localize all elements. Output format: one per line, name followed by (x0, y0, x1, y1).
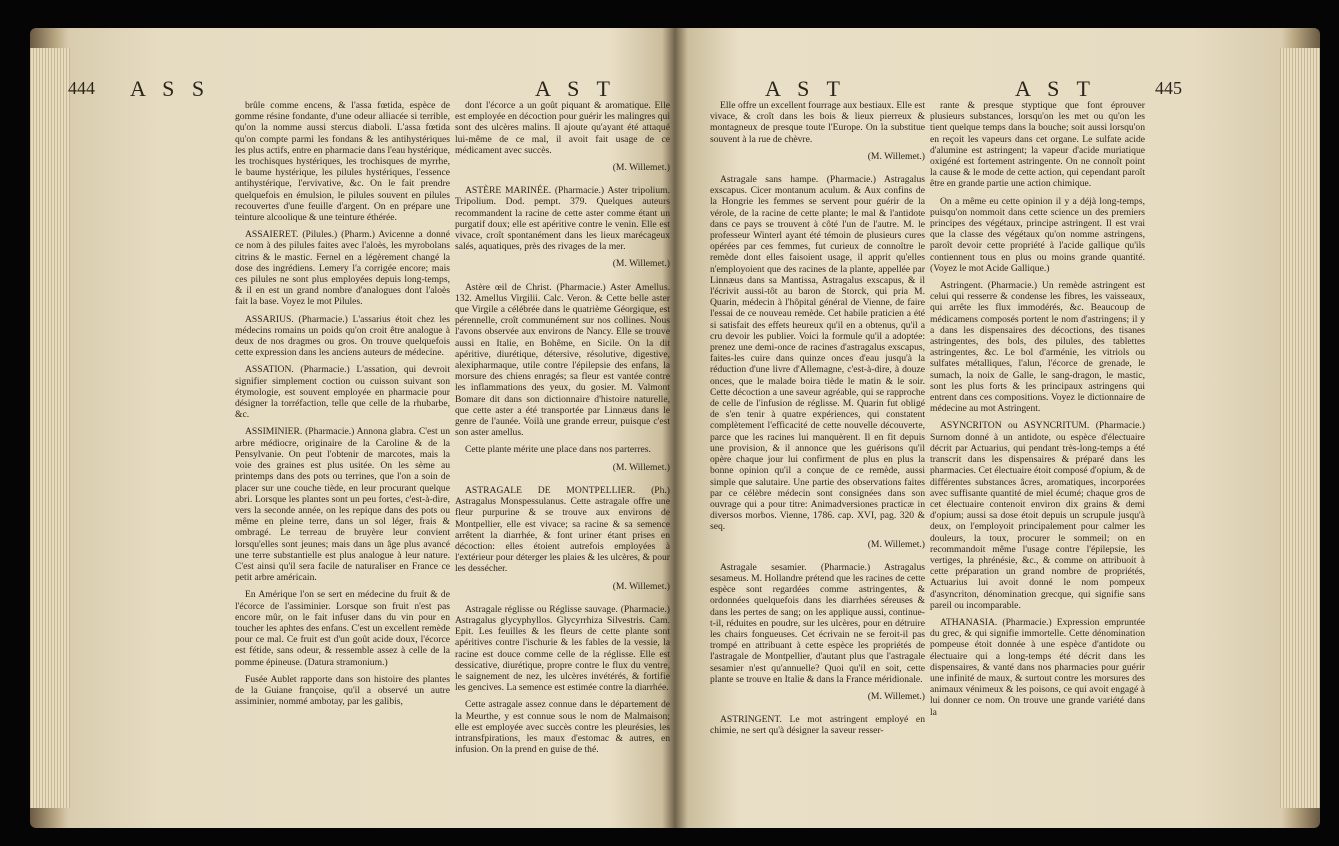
paragraph: ASSAIERET. (Pilules.) (Pharm.) Avicenne a donné ce nom à des pilules faites avec l'aloès, les myrobolans citrins & le mastic. Fernel en a légèrement changé la dose des ingrédiens. Lemery l'a corrigée encore; mais ces pilules ne sont plus employées depuis long-temps, & il en est un grand nombre d'analogues dont l'aloès fait la base. Voyez le mot Pilules. (235, 229, 450, 308)
author-signature: (M. Willemet.) (612, 162, 670, 174)
open-book (30, 28, 1320, 828)
page-number: 444 (68, 78, 95, 98)
paragraph: Astringent. (Pharmacie.) Un remède astringent est celui qui resserre & condense les fibres, les vaisseaux, qui arrête les flux immodérés, &c. Beaucoup de médicamens composés portent le nom d'astringens; il y a dans les dispensaires des décoctions, des tisanes astringentes, des bols, des pilules, des tablettes astringentes, &c. Le bol d'arménie, les vitriols ou sulfates métalliques, l'alun, l'écorce de grenade, le sumach, la noix de Galle, le sang-dragon, le mastic, sont les plus forts & les principaux astringens qui entrent dans ces compositions. Voyez le dictionnaire de médecine au mot Astringent. (930, 280, 1145, 415)
running-head: A S T (1015, 76, 1096, 101)
right-page (675, 28, 1320, 828)
author-signature: (M. Willemet.) (612, 461, 670, 473)
paragraph: On a même eu cette opinion il y a déjà long-temps, puisqu'on nommoit dans cette science un des premiers principes des végétaux, principe astringent. Il est vrai que la classe des végétaux qu'on nomme astringens, paroît devoir cette propriété à l'acide gallique qu'ils contiennent tous en plus ou moins grande quantité. (Voyez le mot Acide Gallique.) (930, 195, 1145, 274)
paragraph: Astragale réglisse ou Réglisse sauvage. (Pharmacie.) Astragalus glycyphyllos. Glycyrrhiza Silvestris. Cam. Epit. Les feuilles & les fleurs de cette plante sont apéritives contre l'ischurie & les fables de la vessie, la racine est douce comme celle de la réglisse. Elle est dessicative, diurétique, propre contre le flux du ventre, le saignement de nez, les ulcères invétérés, & fortifie les gencives. La semence est estimée contre la diarrhée. (455, 603, 670, 694)
paragraph: Cette plante mérite une place dans nos parterres. (465, 444, 651, 456)
text-column (710, 100, 925, 743)
paragraph: Cette astragale assez connue dans le département de la Meurthe, y est connue sous le nom de Malmaison; elle est employée avec succès contre les pleurésies, les intransfpirations, les maux d'estomac & autres, en infusion. On la prend en guise de thé. (455, 699, 670, 756)
paragraph: Elle offre un excellent fourrage aux bestiaux. Elle est vivace, & croît dans les bois & lieux pierreux & montagneux de presque toute l'Europe. On la substitue souvent à la rue de chèvre. (710, 100, 925, 145)
text-column (930, 100, 1145, 724)
author-signature: (M. Willemet.) (867, 538, 925, 550)
page-edges (1280, 48, 1320, 808)
paragraph: ASTRAGALE DE MONTPELLIER. (Ph.) Astragalus Monspessulanus. Cette astragale offre une fleur purpurine & se trouve aux environs de Montpellier, elle est vivace; sa racine & sa semence arrêtent la diarrhée, & font uriner étant prises en décoction: elles étoient autrefois employées à l'extérieur pour déterger les plaies & les ulcères, & pour les dessécher. (455, 484, 670, 575)
paragraph: ASYNCRITON ou ASYNCRITUM. (Pharmacie.) Surnom donné à un antidote, ou espèce d'électuaire décrit par Actuarius, qui pendant très-long-temps a été transcrit dans les dispensaires & préparé dans les pharmacies. Cet électuaire étoit composé d'opium, & de différentes substances âcres, aromatiques, incorporées avec suffisante quantité de miel écumé; chaque gros de cet électuaire contenoit environ dix grains & demi d'opium; aussi sa dose étoit depuis un scrupule jusqu'à deux, on l'employoit principalement pour calmer les douleurs, la toux, procurer le sommeil; on en recommandoit même l'usage contre l'épilepsie, les vertiges, la phrénésie, &c., & comme on attribuoit à cette préparation un grand nombre de propriétés, Actuarius lui avoit donné le nom pompeux d'asyncriton, dénomination grecque, qui signifie sans pareil ou incomparable. (930, 420, 1145, 611)
text-column (455, 100, 670, 761)
author-signature: (M. Willemet.) (612, 580, 670, 592)
left-page (30, 28, 675, 828)
author-signature: (M. Willemet.) (612, 258, 670, 270)
paragraph: ASSIMINIER. (Pharmacie.) Annona glabra. C'est un arbre médiocre, originaire de la Caroline & de la Pensylvanie. On peut l'obtenir de marcotes, mais la voie des graines est plus usitée. On les sème au printemps dans des pots ou terrines, que l'on a soin de placer sur une couche tiède, en leur procurant quelque abri. Lorsque les plantes sont un peu fortes, c'est-à-dire, vers la seconde année, on les repique dans des pots ou même en pleine terre, dans un sol léger, frais & ombragé. Le terreau de bruyère leur convient lorsqu'elles sont jeunes; mais dans un âge plus avancé une terre substantielle est plus analogue à leur nature. C'est ainsi qu'il sera facile de naturaliser en France ce petit arbre américain. (235, 426, 450, 584)
running-head: A S T (535, 76, 616, 101)
paragraph: Astragale sans hampe. (Pharmacie.) Astragalus exscapus. Cicer montanum aculum. & Aux confins de la Hongrie les femmes se servent pour guérir de la vérole, de la racine de cette plante; le mal & l'antidote dans ce pays se trouvent à côté l'un de l'autre. M. le professeur Winterl ayant été témoin de plusieurs cures opérées par ces femmes, fut curieux de connoître le remède dont elles faisoient usage, il apprit qu'elles n'employoient que des racines de la plante, appellée par Linnæus dans sa Mantissa, Astragalus exscapus, & il l'écrivit aussi-tôt au baron de Storck, qui pria M. Quarin, médecin à l'hôpital général de Vienne, de faire l'essai de ce nouveau remède. Cet habile praticien a été si satisfait des effets heureux qu'il en a obtenus, qu'il a cru devoir les publier. Voici la formule qu'il a adoptée: prenez une demi-once de racines d'astragalus exscapus, faites-les cuire dans quinze onces d'eau jusqu'à la réduction d'une livre d'Allemagne, c'est-à-dire, à douze onces, que le malade boira tiède le matin & le soir. Cette décoction a une saveur agréable, qui se rapproche de celle de l'infusion de réglisse. M. Quarin fut obligé de s'en tenir à quatre expériences, qui constatent complètement l'efficacité de cette nouvelle découverte, parce que les racines lui manquèrent. Il en fit depuis une provision, & il annonce que les guérisons qu'il opère chaque jour lui confirment de plus en plus la bonne opinion qu'il a conçue de ce remède, aussi simple que salutaire. Une partie des observations faites par ce célèbre médecin sont consignées dans son ouvrage qui a pour titre: Animadversiones practicæ in diversos morbos. Vienne, 1786. cap. XVI, pag. 320 & seq. (710, 174, 925, 533)
paragraph: En Amérique l'on se sert en médecine du fruit & de l'écorce de l'assiminier. Lorsque son fruit n'est pas encore mûr, on le fait infuser dans du vin pour en toucher les aphtes des enfans. C'est un excellent remède pour ce mal. Ce fruit est d'un goût acide doux, l'écorce est fétide, sans odeur, & ressemble assez à celle de la pomme épineuse. (Datura stramonium.) (235, 589, 450, 668)
paragraph: ASTRINGENT. Le mot astringent employé en chimie, ne sert qu'à désigner la saveur resser- (710, 714, 925, 737)
running-head: A S T (765, 76, 846, 101)
author-signature: (M. Willemet.) (867, 690, 925, 702)
paragraph: ASSATION. (Pharmacie.) L'assation, qui devroit signifier simplement coction ou cuisson suivant son étymologie, est souvent employée en pharmacie pour désigner la torréfaction, telle que celle de la rhubarbe, &c. (235, 364, 450, 421)
page-edges (30, 48, 70, 808)
author-signature: (M. Willemet.) (867, 150, 925, 162)
text-column (235, 100, 450, 713)
running-head: A S S (130, 76, 211, 101)
page-number: 445 (1155, 78, 1182, 98)
paragraph: ATHANASIA. (Pharmacie.) Expression empruntée du grec, & qui signifie immortelle. Cette dénomination pompeuse étoit donnée à une espèce d'antidote ou électuaire qui a long-temps été décrit dans les dispensaires, & vanté dans nos pharmacies pour guérir une infinité de maux, & surtout contre les morsures des animaux vénimeux & les poisons, ce qui avoit engagé à lui donner ce nom. On trouve une grande variété dans la (930, 616, 1145, 718)
paragraph: Astère œil de Christ. (Pharmacie.) Aster Amellus. 132. Amellus Virgilii. Calc. Veron. & Cette belle aster que Virgile a célébrée dans le quatrième Géorgique, est pérennelle, croît communément sur nos collines. Nous l'avons observée aux environs de Nancy. Elle se trouve aussi en Italie, en Bohême, en Sicile. On la dit apéritive, diurétique, détersive, résolutive, digestive, alexipharmaque, utile contre l'épilepsie des enfans, la morsure des chiens enragés; sa fleur est vantée contre les inflammations des yeux, du gosier. M. Valmont Bomare dit dans son dictionnaire d'histoire naturelle, que cette aster a été transportée par Linnæus dans le genre de l'aunée. Voilà une grande erreur, puisque c'est son aster amellus. (455, 281, 670, 439)
paragraph: ASSARIUS. (Pharmacie.) L'assarius étoit chez les médecins romains un poids qu'on croit être analogue à deux de nos dragmes ou gros. On trouve quelquefois cette expression dans les anciens auteurs de médecine. (235, 313, 450, 359)
paragraph: brûle comme encens, & l'assa fœtida, espèce de gomme résine fondante, d'une odeur alliacée si terrible, qu'on la nomme aussi stercus diaboli. L'assa fœtida qu'on compte parmi les fondans & les antihystériques les plus actifs, entre en pharmacie dans l'eau hystérique, les trochisques hystériques, les trochisques de myrrhe, le baume hystérique, les pilules hystériques, l'essence antihystérique, l'ervivative, &c. On le fait prendre quelquefois en émulsion, le pilules souvent en pilules recouvertes d'une feuille d'argent. On en prépare une teinture alcoolique & une teinture éthérée. (235, 100, 450, 224)
paragraph: ASTÈRE MARINÉE. (Pharmacie.) Aster tripolium. Tripolium. Dod. pempt. 379. Quelques auteurs recommandent la racine de cette aster comme étant un purgatif doux; elle est apéritive contre le venin. Elle est vivace, croît spontanément dans les lieux marécageux salés, aquatiques, près des rivages de la mer. (455, 185, 670, 253)
paragraph: Fusée Aublet rapporte dans son histoire des plantes de la Guiane françoise, qu'il a observé un autre assiminier, nommé ambotay, par les galibis, (235, 673, 450, 708)
paragraph: dont l'écorce a un goût piquant & aromatique. Elle est employée en décoction pour guérir les malingres qui sont des ulcères malins. Il ajoute qu'ayant été attaqué lui-même de ce mal, il avoit fait usage de ce médicament avec succès. (455, 100, 670, 156)
paragraph: rante & presque styptique que font éprouver plusieurs substances, lorsqu'on les met ou qu'on les tient quelque temps dans la bouche; soit aussi lorsqu'on en reçoit les vapeurs dans cet organe. Le sulfate acide d'alumine est astringent; la vapeur d'acide muriatique oxigéné est fortement astringente. On ne connoît point la cause & le mode de cette action, qui cependant paroît être en grande partie une action chimique. (930, 100, 1145, 190)
paragraph: Astragale sesamier. (Pharmacie.) Astragalus sesameus. M. Hollandre prétend que les racines de cette espèce sont regardées comme astringentes, & ordonnées quelquefois dans les diarrhées séreuses & dans les pertes de sang; on les applique aussi, continue-t-il, réduites en poudre, sur les ulcères, pour en détruire les chairs fongueuses. Cet écrivain ne se feroit-il pas trompé en attribuant à cette espèce les propriétés de l'astragale de Montpellier, d'autant plus que l'astragale sesamier n'est qu'annuelle? Quoi qu'il en soit, cette plante se trouve en Italie & dans la France méridionale. (710, 561, 925, 685)
